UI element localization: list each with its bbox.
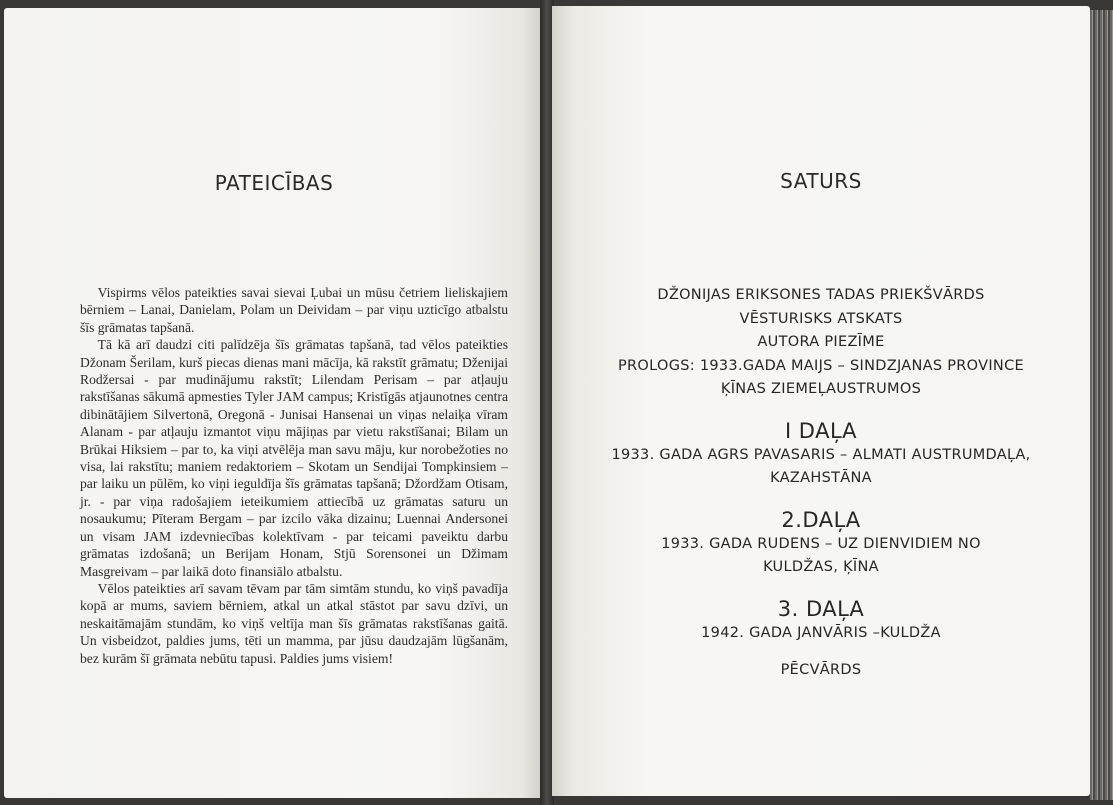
contents-title: SATURS (780, 169, 862, 193)
paragraph: Vēlos pateikties arī savam tēvam par tām simtām stundu, ko viņš pavadīja kopā ar mums, saviem bērniem, atkal un atkal stāstot par savu dzīvi, un neskaitāmajām stundām, ko viņš veltīja man šīs grāmatas rakstīšanas gaitā. Un visbeidzot, paldies jums, tēti un mamma, par jūsu daudzajām lūgšanām, bez kurām šī grāmata nebūtu tapusi. Paldies jums visiem! (80, 580, 508, 666)
paragraph: Tā kā arī daudzi citi palīdzēja šīs grāmatas tapšanā, tad vēlos pateikties Džonam Šerilam, kurš piecas dienas mani mācīja, kā rakstīt grāmatu; Dženijai Rodžersai - par mudinājumu rakstīt; Lilendam Perisam – par atļauju rakstīšanas sākumā apmesties Tyler JAM campus; Kristīgās atjaunotnes centra dibinātājiem Silvertonā, Oregonā - Junisai Hansenai un viņas nelaiķa vīram Alanam - par atļauju izmantot viņu mājiņas par vietu rakstīšanai; Bilam un Brūkai Hiksiem – par to, ka viņi atvēlēja man savu māju, kur norobežoties no visa, lai rakstītu; maniem redaktoriem – Skotam un Sendijai Tompkinsiem – par laiku un pūlēm, ko viņi ieguldīja šīs grāmatas tapšanā; Džordžam Otisam, jr. - par viņa radošajiem ieteikumiem attiecībā uz grāmatas saturu un nosaukumu; Pīteram Bergam – par izcilo vāka dizainu; Luennai Andersonei un visam JAM izdevniecības kolektīvam - par teicami paveiktu darbu grāmatas izdošanā; un Berijam Honam, Stjū Sorensonei un Džimam Masgreivam – par laikā doto finansiālo atbalstu. (80, 337, 508, 579)
toc-entry: KAZAHSTĀNA (770, 470, 872, 486)
toc-part-title: I DAĻA (784, 418, 858, 443)
toc-part-title: 2.DAĻA (781, 507, 861, 532)
toc-entry: 1933. GADA AGRS PAVASARIS – ALMATI AUSTRUMDAĻA, (611, 446, 1031, 463)
toc-entry: VĒSTURISKS ATSKATS (739, 310, 903, 327)
acknowledgements-title: PATEICĪBAS (214, 171, 334, 195)
acknowledgements-text (80, 284, 508, 667)
toc-entry: PROLOGS: 1933.GADA MAIJS – SINDZJANAS PROVINCE (618, 357, 1024, 374)
toc-entry: AUTORA PIEZĪME (757, 334, 885, 350)
toc-entry: DŽONIJAS ERIKSONES TADAS PRIEKŠVĀRDS (657, 287, 985, 303)
toc-entry: ĶĪNAS ZIEMEĻAUSTRUMOS (720, 381, 922, 397)
toc-entry: 1933. GADA RUDENS – UZ DIENVIDIEM NO (661, 535, 981, 552)
toc-entry-epilogue: PĒCVĀRDS (780, 662, 862, 678)
paragraph: Vispirms vēlos pateikties savai sievai Ļubai un mūsu četriem lieliskajiem bērniem – Lanai, Danielam, Polam un Deividam – par viņu uzticīgo atbalstu šīs grāmatas tapšanā. (80, 285, 508, 335)
table-of-contents (552, 284, 1090, 683)
right-page (552, 6, 1090, 796)
toc-entry: 1942. GADA JANVĀRIS –KULDŽA (701, 624, 941, 641)
page-edges (1090, 10, 1113, 800)
left-page (4, 8, 544, 798)
spacer (552, 645, 1090, 659)
toc-entry: KULDŽAS, ĶĪNA (763, 559, 879, 575)
toc-part-title: 3. DAĻA (777, 596, 865, 621)
